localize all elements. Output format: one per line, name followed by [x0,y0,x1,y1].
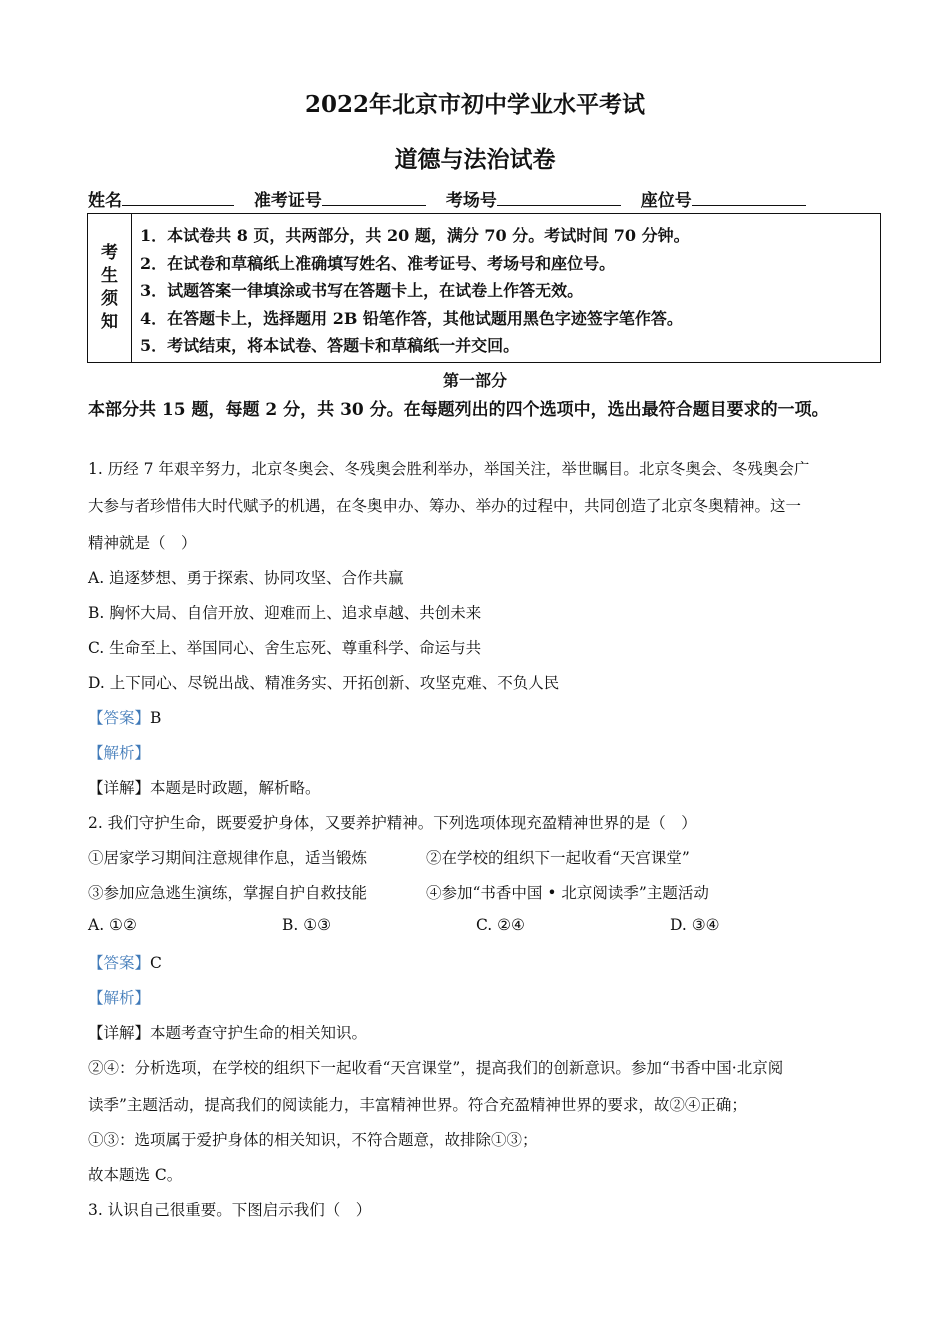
answer-value: C [150,954,162,972]
part-intro: 本部分共 15 题，每题 2 分，共 30 分。在每题列出的四个选项中，选出最符合题目要求的一项。 [88,400,829,420]
notice-item: 4．在答题卡上，选择题用 2B 铅笔作答，其他试题用黑色字迹签字笔作答。 [140,308,683,328]
notice-side-char: 考 [101,243,118,263]
exam-subtitle: 道德与法治试卷 [394,146,556,173]
notice-side-label [88,214,132,362]
q2-option-b: B. ①③ [282,916,332,934]
q2-statement-1: ①居家学习期间注意规律作息，适当锻炼 [88,849,368,867]
q2-option-d: D. ③④ [670,916,720,934]
exam-number-label: 准考证号 [253,191,322,211]
q1-stem-line: 精神就是（ ） [88,534,197,552]
q2-statement-2: ②在学校的组织下一起收看“天宫课堂” [426,849,690,867]
q1-option-c: C. 生命至上、举国同心、舍生忘死、尊重科学、命运与共 [88,639,482,657]
q2-statement-3: ③参加应急逃生演练，掌握自护自救技能 [88,884,368,902]
q2-detail-line: 故本题选 C。 [88,1166,183,1184]
seat-blank[interactable] [692,191,806,206]
q2-detail-line: 读季”主题活动，提高我们的阅读能力，丰富精神世界。符合充盈精神世界的要求，故②④正确； [88,1096,747,1114]
q2-option-c: C. ②④ [476,916,525,934]
answer-value: B [150,709,162,727]
exam-room-blank[interactable] [497,191,621,206]
exam-number-blank[interactable] [322,191,426,206]
q1-answer [88,706,161,728]
q2-stem: 2. 我们守护生命，既要爱护身体，又要养护精神。下列选项体现充盈精神世界的是（ ） [88,814,697,832]
q2-statement-4: ④参加“书香中国 • 北京阅读季”主题活动 [426,884,709,902]
notice-item: 2．在试卷和草稿纸上准确填写姓名、准考证号、考场号和座位号。 [140,253,616,273]
notice-side-char: 知 [101,312,118,332]
q1-detail: 【详解】本题是时政题，解析略。 [88,779,321,797]
q1-stem-line: 1. 历经 7 年艰辛努力，北京冬奥会、冬残奥会胜利举办，举国关注，举世瞩目。北京冬奥会、冬残奥会广 [88,460,810,478]
notice-side-char: 须 [101,289,118,309]
q1-option-b: B. 胸怀大局、自信开放、迎难而上、追求卓越、共创未来 [88,604,482,622]
q2-option-a: A. ①② [88,916,137,934]
q2-answer [88,951,162,973]
q2-detail-line: ①③：选项属于爱护身体的相关知识，不符合题意，故排除①③； [88,1131,538,1149]
notice-side-char: 生 [101,266,118,286]
q3-stem: 3. 认识自己很重要。下图启示我们（ ） [88,1201,372,1219]
q2-analysis-tag: 【解析】 [88,989,151,1007]
notice-item: 5．考试结束，将本试卷、答题卡和草稿纸一并交回。 [140,336,520,355]
notice-item: 3．试题答案一律填涂或书写在答题卡上，在试卷上作答无效。 [140,281,584,300]
seat-label: 座位号 [640,191,692,211]
q1-analysis-tag: 【解析】 [88,744,151,762]
q2-detail-line: 【详解】本题考查守护生命的相关知识。 [88,1024,368,1042]
notice-item: 1．本试卷共 8 页，共两部分，共 20 题，满分 70 分。考试时间 70 分钟。 [140,226,690,245]
part-title: 第一部分 [442,371,507,390]
name-blank[interactable] [122,191,234,206]
notice-items [140,222,872,360]
answer-tag: 【答案】 [88,709,151,727]
candidate-notice-box [87,213,881,363]
exam-room-label: 考场号 [445,191,497,211]
q1-option-d: D. 上下同心、尽锐出战、精准务实、开拓创新、攻坚克难、不负人民 [88,674,560,692]
candidate-info-row [88,186,806,211]
exam-title: 2022年北京市初中学业水平考试 [304,91,645,118]
q1-option-a: A. 追逐梦想、勇于探索、协同攻坚、合作共赢 [88,569,404,587]
q1-stem-line: 大参与者珍惜伟大时代赋予的机遇，在冬奥申办、筹办、举办的过程中，共同创造了北京冬奥精神。这一 [88,497,802,515]
answer-tag: 【答案】 [88,954,151,972]
name-label: 姓名 [88,191,122,211]
q2-detail-line: ②④：分析选项，在学校的组织下一起收看“天宫课堂”，提高我们的创新意识。参加“书香中国·北京阅 [88,1059,784,1077]
